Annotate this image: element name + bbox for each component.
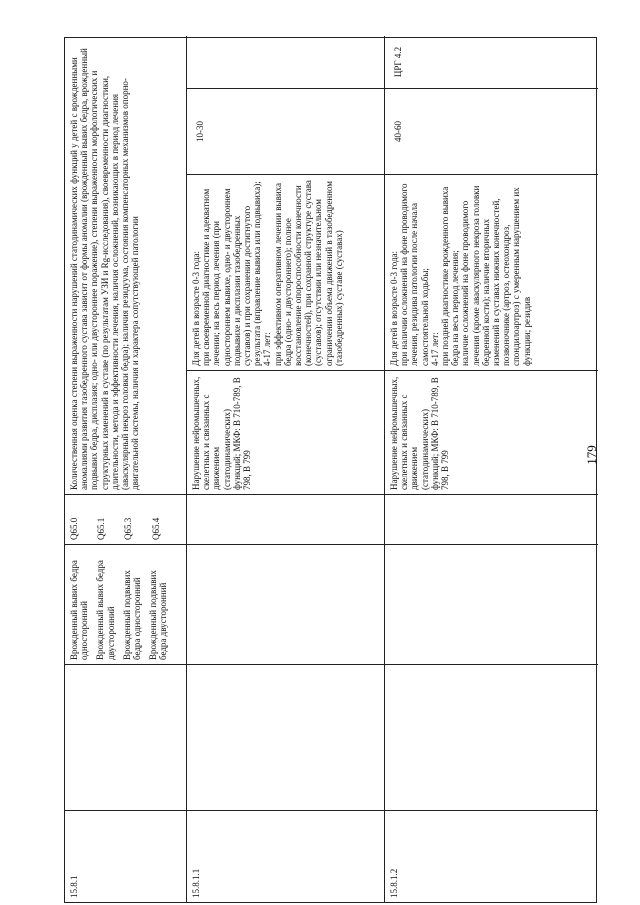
criteria-line: наличие осложнений на фоне проводимого лечения (кроме аваскулярного некроза головки бедренной кости); наличие вторичных изменений в суставах нижних конечностей, позвоночнике (артроз, остеохондроз, спондилоартроз) с умеренным нарушением их функции; резидив (460, 185, 532, 366)
criteria-line: при эффективном оперативном лечении вывиха бедра (одно- и двустороннего); полное восстановление опороспособности конечности (конечностей), при сохранной структуре сустава (суставов); отсутствии или незначительном ограничении объема движений в тазобедренном (тазобедренных) суставе (суставах) (272, 180, 344, 366)
criteria-line: 4-17 лет: (262, 332, 273, 366)
group-cell (187, 36, 384, 88)
percent-cell: 40-60 (385, 88, 598, 174)
diagnosis-item: Врожденный вывих бедра двусторонний (95, 560, 116, 660)
criteria-line: при своевременной диагностике и адекватном лечении; на весь период лечения (при одностороннем вывихе, одно- и двустороннем подвывихе и дисплазии тазобедренных суставов) и при сохранении достигнутого результата (вправление вывиха или подвывиха); (201, 181, 263, 366)
icd-code: Q65.0 (69, 517, 79, 540)
row-code: 15.8.1.2 (385, 810, 598, 902)
page-number: 179 (584, 445, 599, 465)
criteria-table (64, 37, 597, 903)
function-cell: Нарушение нейромышечных, скелетных и связанных с движением (статодинамических) функций; МКФ: В 710-789, В 798, В 799 (187, 370, 384, 494)
percent-cell: 10-30 (187, 88, 384, 174)
table-row (65, 36, 187, 902)
criteria-cell (385, 174, 598, 370)
table-row (385, 36, 598, 902)
icd-codes-cell (65, 494, 186, 544)
icd-code: Q65.4 (150, 517, 161, 540)
diagnoses-cell (65, 544, 186, 664)
criteria-cell (187, 174, 384, 370)
row-code: 15.8.1 (65, 810, 186, 902)
diagnosis-item: Врожденный подвывих бедра двусторонний (148, 570, 169, 660)
diagnosis-item: Врожденный подвывих бедра односторонний (121, 570, 143, 660)
function-cell: Нарушение нейромышечных, скелетных и связанных с движением (статодинамических) функций; МКФ: В 710-789, В 798, В 799 (385, 370, 598, 494)
description-cell: Количественная оценка степени выраженности нарушений статодинамических функций у детей с врожденными аномалиями развития тазобедренного сустава зависит от формы аномалии (врожденный вывих бедра, врожденный подвывих бедра, дисплазия; одно- или двустороннее поражение), степени выраженности морфологических и структурных изменений в суставе (по результатам УЗИ и Rg-исследования), своевременности диагностики, длительности, метода и эффективности лечения, наличия осложнений, возникающих в период лечения (аваскулярный некроз головки бедра); наличия резидуума, состояния компенсаторных механизмов опорно-двигательной системы, наличия и характера сопутствующей патологии (69, 48, 141, 490)
icd-code: Q65.3 (123, 517, 134, 540)
criteria-line: Для детей в возрасте 0-3 года: (191, 250, 201, 366)
table-row (187, 36, 385, 902)
diagnosis-item: Врожденный вывих бедра односторонний (69, 560, 90, 660)
icd-code: Q65.1 (96, 517, 107, 540)
row-code: 15.8.1.1 (187, 810, 384, 902)
criteria-line: 4-17 лет: (429, 332, 440, 366)
criteria-line: при наличии осложнений на фоне проводимого лечения, резидива патологии после начала самостоятельной ходьбы; (399, 183, 430, 366)
criteria-line: Для детей в возрасте 0-3 года: (389, 250, 399, 366)
criteria-line: при поздней диагностике врожденного вывиха бедра на весь период лечения; (440, 186, 461, 366)
group-cell: ЦРГ 4.2 (393, 46, 403, 78)
